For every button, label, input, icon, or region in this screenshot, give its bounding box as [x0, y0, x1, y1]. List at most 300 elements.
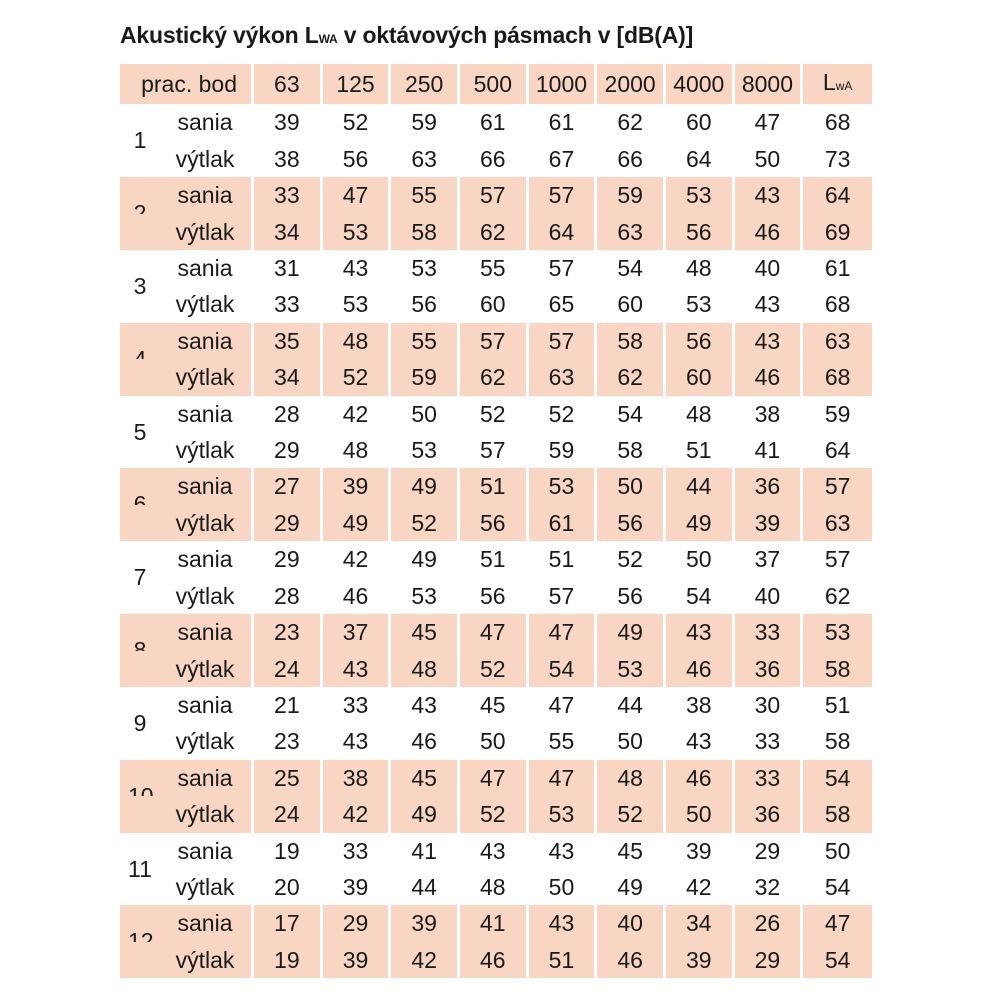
band-value-cell: 54 [617, 255, 643, 282]
band-value-cell: 20 [274, 873, 300, 900]
band-value-cell: 56 [666, 323, 735, 359]
band-value-cell: 58 [391, 214, 460, 250]
band-value-cell: 48 [685, 400, 712, 427]
side-label: sania [177, 255, 233, 282]
header-band: 1000 [529, 64, 598, 104]
band-value-cell: 51 [480, 546, 506, 573]
band-value-cell: 57 [548, 582, 575, 609]
band-value-cell: 56 [666, 214, 735, 250]
title-main: Akustický výkon L [120, 22, 319, 48]
header-total [803, 64, 872, 104]
band-value-cell: 37 [323, 614, 392, 650]
work-point-number: 7 [133, 564, 147, 591]
band-value-cell: 56 [342, 145, 369, 172]
band-value-cell: 46 [460, 942, 529, 978]
band-value-cell: 28 [274, 582, 300, 609]
band-value-cell: 60 [685, 109, 712, 136]
total-value-cell: 62 [824, 582, 851, 609]
header-band: 8000 [735, 64, 804, 104]
band-value-cell: 33 [754, 728, 781, 755]
band-value-cell: 49 [617, 873, 643, 900]
band-value-cell: 43 [735, 177, 804, 213]
acoustic-power-table [120, 64, 872, 978]
band-value-cell: 46 [597, 942, 666, 978]
total-value-cell: 50 [824, 837, 851, 864]
band-value-cell: 19 [254, 942, 323, 978]
band-value-cell: 59 [548, 437, 575, 464]
side-label: výtlak [175, 582, 235, 609]
total-value-cell: 61 [824, 255, 851, 282]
band-value-cell: 39 [391, 905, 460, 941]
band-value-cell: 37 [754, 546, 781, 573]
band-value-cell: 50 [411, 400, 437, 427]
band-value-cell: 33 [735, 760, 804, 796]
work-point-cell [120, 286, 254, 322]
band-value-cell: 52 [617, 546, 643, 573]
header-band: 4000 [666, 64, 735, 104]
band-value-cell: 58 [617, 437, 643, 464]
table-row [120, 687, 872, 723]
work-point-cell [120, 796, 254, 832]
band-value-cell: 60 [666, 359, 735, 395]
band-value-cell: 26 [735, 905, 804, 941]
band-value-cell: 34 [254, 359, 323, 395]
work-point-cell [120, 869, 254, 905]
band-value-cell: 48 [480, 873, 506, 900]
header-band: 2000 [597, 64, 666, 104]
band-value-cell: 59 [597, 177, 666, 213]
band-value-cell: 39 [274, 109, 300, 136]
side-label: sania [177, 764, 233, 791]
table-row [120, 578, 872, 614]
band-value-cell: 42 [391, 942, 460, 978]
side-label: výtlak [175, 801, 235, 828]
band-value-cell: 66 [480, 145, 506, 172]
band-value-cell: 23 [254, 614, 323, 650]
band-value-cell: 52 [548, 400, 575, 427]
band-value-cell: 59 [391, 359, 460, 395]
table-row [120, 796, 872, 832]
table-row [120, 833, 872, 869]
table-body [120, 104, 872, 978]
band-value-cell: 33 [342, 837, 369, 864]
band-value-cell: 61 [529, 505, 598, 541]
band-value-cell: 43 [754, 291, 781, 318]
band-value-cell: 46 [666, 651, 735, 687]
band-value-cell: 52 [460, 796, 529, 832]
header-work-point: prac. bod [120, 64, 254, 104]
side-label: výtlak [175, 655, 235, 682]
band-value-cell: 53 [685, 291, 712, 318]
band-value-cell: 41 [460, 905, 529, 941]
band-value-cell: 46 [666, 760, 735, 796]
table-row [120, 869, 872, 905]
table-row [120, 723, 872, 759]
total-value-cell: 59 [824, 400, 851, 427]
total-value-cell: 68 [824, 109, 851, 136]
work-point-cell [120, 760, 254, 796]
total-value-cell: 53 [803, 614, 872, 650]
total-value-cell: 58 [803, 796, 872, 832]
total-value-cell: 64 [803, 177, 872, 213]
band-value-cell: 54 [685, 582, 712, 609]
total-value-cell: 73 [824, 145, 851, 172]
total-value-cell: 58 [824, 728, 851, 755]
table-row [120, 286, 872, 322]
band-value-cell: 29 [254, 505, 323, 541]
band-value-cell: 51 [460, 468, 529, 504]
header-band: 125 [323, 64, 392, 104]
band-value-cell: 38 [754, 400, 781, 427]
work-point-cell [120, 359, 254, 395]
band-value-cell: 38 [685, 691, 712, 718]
band-value-cell: 19 [274, 837, 300, 864]
band-value-cell: 21 [274, 691, 300, 718]
band-value-cell: 34 [254, 214, 323, 250]
band-value-cell: 29 [754, 837, 781, 864]
band-value-cell: 46 [342, 582, 369, 609]
band-value-cell: 57 [529, 177, 598, 213]
band-value-cell: 52 [480, 400, 506, 427]
band-value-cell: 53 [597, 651, 666, 687]
band-value-cell: 50 [617, 728, 643, 755]
total-value-cell: 68 [824, 291, 851, 318]
band-value-cell: 41 [411, 837, 437, 864]
band-value-cell: 60 [480, 291, 506, 318]
work-point-number: 1 [133, 127, 147, 154]
band-value-cell: 52 [342, 109, 369, 136]
work-point-cell [120, 505, 254, 541]
band-value-cell: 53 [666, 177, 735, 213]
band-value-cell: 44 [666, 468, 735, 504]
table-row [120, 505, 872, 541]
band-value-cell: 36 [735, 651, 804, 687]
band-value-cell: 49 [411, 546, 437, 573]
header-total-label: L [822, 69, 836, 95]
work-point-cell [120, 432, 254, 468]
side-label: výtlak [175, 437, 235, 464]
band-value-cell: 67 [548, 145, 575, 172]
band-value-cell: 57 [548, 255, 575, 282]
band-value-cell: 23 [274, 728, 300, 755]
work-point-cell [120, 468, 254, 504]
band-value-cell: 17 [254, 905, 323, 941]
band-value-cell: 30 [754, 691, 781, 718]
band-value-cell: 56 [597, 505, 666, 541]
band-value-cell: 63 [411, 145, 437, 172]
band-value-cell: 46 [411, 728, 437, 755]
side-label: sania [177, 400, 233, 427]
band-value-cell: 31 [274, 255, 300, 282]
side-label: sania [177, 837, 233, 864]
table-row [120, 141, 872, 177]
total-value-cell: 68 [803, 359, 872, 395]
band-value-cell: 43 [480, 837, 506, 864]
work-point-cell [120, 541, 254, 591]
band-value-cell: 49 [391, 468, 460, 504]
work-point-cell [120, 396, 254, 445]
table-row [120, 214, 872, 250]
work-point-cell [120, 141, 254, 177]
side-label: výtlak [175, 509, 235, 536]
band-value-cell: 41 [754, 437, 781, 464]
work-point-cell [120, 250, 254, 300]
table-row [120, 760, 872, 796]
band-value-cell: 38 [274, 145, 300, 172]
total-value-cell: 51 [824, 691, 851, 718]
band-value-cell: 51 [685, 437, 712, 464]
band-value-cell: 49 [597, 614, 666, 650]
header-band: 63 [254, 64, 323, 104]
band-value-cell: 54 [529, 651, 598, 687]
band-value-cell: 24 [254, 651, 323, 687]
total-value-cell: 69 [803, 214, 872, 250]
band-value-cell: 47 [548, 691, 575, 718]
band-value-cell: 62 [460, 359, 529, 395]
band-value-cell: 47 [754, 109, 781, 136]
side-label: sania [177, 327, 233, 354]
band-value-cell: 33 [735, 614, 804, 650]
band-value-cell: 42 [342, 400, 369, 427]
total-value-cell: 57 [824, 546, 851, 573]
band-value-cell: 39 [685, 837, 712, 864]
table-row [120, 177, 872, 213]
total-value-cell: 58 [803, 651, 872, 687]
work-point-number: 11 [128, 855, 152, 882]
work-point-number: 9 [133, 709, 147, 736]
band-value-cell: 45 [391, 760, 460, 796]
total-value-cell: 63 [803, 505, 872, 541]
band-value-cell: 51 [529, 942, 598, 978]
table-row [120, 541, 872, 577]
work-point-cell [120, 942, 254, 978]
band-value-cell: 48 [342, 437, 369, 464]
work-point-cell [120, 578, 254, 614]
band-value-cell: 49 [666, 505, 735, 541]
band-value-cell: 28 [274, 400, 300, 427]
side-label: sania [177, 619, 233, 646]
band-value-cell: 49 [323, 505, 392, 541]
side-label: výtlak [175, 873, 235, 900]
table-row [120, 651, 872, 687]
band-value-cell: 39 [666, 942, 735, 978]
band-value-cell: 24 [254, 796, 323, 832]
band-value-cell: 43 [411, 691, 437, 718]
side-label: sania [177, 910, 233, 937]
work-point-cell [120, 833, 254, 882]
band-value-cell: 43 [548, 837, 575, 864]
band-value-cell: 43 [735, 323, 804, 359]
band-value-cell: 53 [342, 291, 369, 318]
table-row [120, 614, 872, 650]
band-value-cell: 39 [342, 873, 369, 900]
side-label: výtlak [175, 145, 235, 172]
work-point-cell [120, 651, 254, 687]
band-value-cell: 33 [274, 291, 300, 318]
side-label: výtlak [175, 728, 235, 755]
side-label: sania [177, 473, 233, 500]
band-value-cell: 46 [735, 359, 804, 395]
band-value-cell: 57 [529, 323, 598, 359]
band-value-cell: 53 [529, 468, 598, 504]
band-value-cell: 57 [480, 437, 506, 464]
side-label: výtlak [175, 946, 235, 973]
band-value-cell: 64 [685, 145, 712, 172]
band-value-cell: 40 [597, 905, 666, 941]
band-value-cell: 34 [666, 905, 735, 941]
band-value-cell: 64 [529, 214, 598, 250]
work-point-number: 3 [133, 273, 147, 300]
band-value-cell: 40 [754, 255, 781, 282]
band-value-cell: 47 [323, 177, 392, 213]
band-value-cell: 48 [597, 760, 666, 796]
side-label: sania [177, 691, 233, 718]
band-value-cell: 42 [685, 873, 712, 900]
band-value-cell: 36 [735, 468, 804, 504]
band-value-cell: 43 [342, 255, 369, 282]
band-value-cell: 56 [480, 582, 506, 609]
band-value-cell: 29 [323, 905, 392, 941]
band-value-cell: 52 [597, 796, 666, 832]
band-value-cell: 50 [666, 796, 735, 832]
work-point-number: 5 [133, 418, 147, 445]
band-value-cell: 53 [411, 437, 437, 464]
band-value-cell: 60 [617, 291, 643, 318]
page-title [120, 22, 693, 49]
total-value-cell: 54 [803, 942, 872, 978]
band-value-cell: 61 [480, 109, 506, 136]
band-value-cell: 57 [460, 177, 529, 213]
band-value-cell: 52 [391, 505, 460, 541]
band-value-cell: 50 [480, 728, 506, 755]
band-value-cell: 52 [460, 651, 529, 687]
band-value-cell: 44 [617, 691, 643, 718]
band-value-cell: 43 [529, 905, 598, 941]
work-point-cell [120, 687, 254, 736]
band-value-cell: 55 [480, 255, 506, 282]
band-value-cell: 32 [754, 873, 781, 900]
band-value-cell: 45 [391, 614, 460, 650]
band-value-cell: 38 [323, 760, 392, 796]
band-value-cell: 47 [460, 614, 529, 650]
side-label: výtlak [175, 218, 235, 245]
work-point-cell [120, 104, 254, 154]
header-band: 500 [460, 64, 529, 104]
table-row [120, 250, 872, 286]
work-point-cell [120, 905, 254, 941]
table-row [120, 396, 872, 432]
band-value-cell: 62 [597, 359, 666, 395]
band-value-cell: 33 [254, 177, 323, 213]
band-value-cell: 49 [391, 796, 460, 832]
band-value-cell: 47 [460, 760, 529, 796]
band-value-cell: 39 [323, 942, 392, 978]
band-value-cell: 53 [411, 255, 437, 282]
table-row [120, 468, 872, 504]
band-value-cell: 42 [342, 546, 369, 573]
table-row [120, 905, 872, 941]
band-value-cell: 58 [597, 323, 666, 359]
band-value-cell: 35 [254, 323, 323, 359]
band-value-cell: 45 [617, 837, 643, 864]
band-value-cell: 65 [548, 291, 575, 318]
band-value-cell: 40 [754, 582, 781, 609]
table-row [120, 323, 872, 359]
side-label: sania [177, 546, 233, 573]
band-value-cell: 47 [529, 760, 598, 796]
band-value-cell: 61 [548, 109, 575, 136]
total-value-cell: 63 [803, 323, 872, 359]
band-value-cell: 29 [735, 942, 804, 978]
header-band: 250 [391, 64, 460, 104]
header-total-subscript: wA [835, 79, 853, 93]
band-value-cell: 51 [548, 546, 575, 573]
band-value-cell: 45 [480, 691, 506, 718]
title-subscript: WA [318, 32, 338, 46]
band-value-cell: 48 [685, 255, 712, 282]
work-point-cell [120, 214, 254, 250]
band-value-cell: 39 [735, 505, 804, 541]
band-value-cell: 43 [666, 614, 735, 650]
band-value-cell: 50 [685, 546, 712, 573]
band-value-cell: 46 [735, 214, 804, 250]
table-row [120, 942, 872, 978]
total-value-cell: 47 [803, 905, 872, 941]
table-row [120, 104, 872, 140]
band-value-cell: 57 [460, 323, 529, 359]
band-value-cell: 62 [460, 214, 529, 250]
side-label: sania [177, 109, 233, 136]
total-value-cell: 54 [824, 873, 851, 900]
band-value-cell: 63 [529, 359, 598, 395]
band-value-cell: 53 [323, 214, 392, 250]
band-value-cell: 39 [323, 468, 392, 504]
band-value-cell: 29 [274, 546, 300, 573]
band-value-cell: 29 [274, 437, 300, 464]
band-value-cell: 53 [411, 582, 437, 609]
band-value-cell: 55 [391, 177, 460, 213]
band-value-cell: 54 [617, 400, 643, 427]
work-point-cell [120, 723, 254, 759]
total-value-cell: 54 [803, 760, 872, 796]
band-value-cell: 50 [754, 145, 781, 172]
band-value-cell: 27 [254, 468, 323, 504]
band-value-cell: 48 [391, 651, 460, 687]
side-label: výtlak [175, 291, 235, 318]
band-value-cell: 63 [597, 214, 666, 250]
band-value-cell: 52 [323, 359, 392, 395]
band-value-cell: 42 [323, 796, 392, 832]
band-value-cell: 43 [342, 728, 369, 755]
band-value-cell: 55 [548, 728, 575, 755]
band-value-cell: 59 [411, 109, 437, 136]
band-value-cell: 56 [411, 291, 437, 318]
band-value-cell: 66 [617, 145, 643, 172]
work-point-cell [120, 323, 254, 359]
total-value-cell: 57 [803, 468, 872, 504]
band-value-cell: 25 [254, 760, 323, 796]
title-rest: v oktávových pásmach v [dB(A)] [337, 22, 694, 48]
total-value-cell: 64 [824, 437, 851, 464]
band-value-cell: 47 [529, 614, 598, 650]
band-value-cell: 43 [323, 651, 392, 687]
band-value-cell: 48 [323, 323, 392, 359]
band-value-cell: 56 [460, 505, 529, 541]
band-value-cell: 55 [391, 323, 460, 359]
band-value-cell: 36 [735, 796, 804, 832]
band-value-cell: 43 [685, 728, 712, 755]
band-value-cell: 50 [548, 873, 575, 900]
